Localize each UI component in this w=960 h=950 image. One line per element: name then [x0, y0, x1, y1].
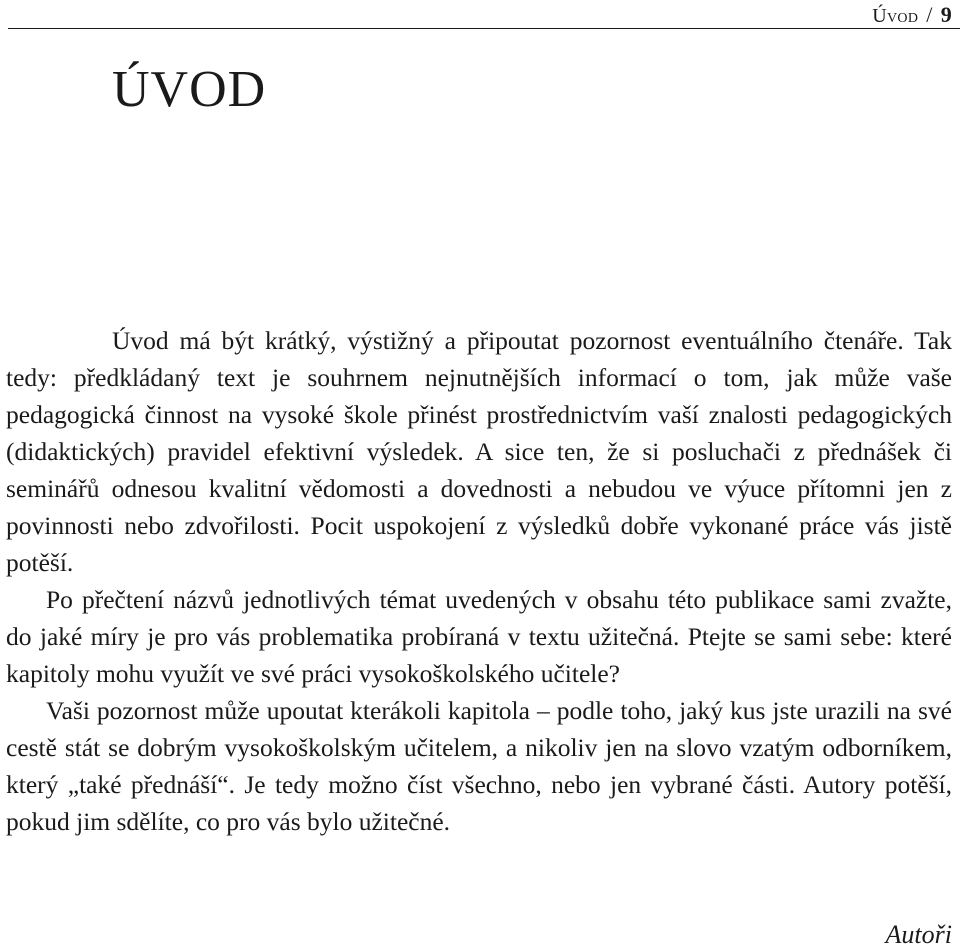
paragraph-2: Po přečtení názvů jednotlivých témat uvedených v obsahu této publikace sami zvažte, do jaké míry je pro vás problematika probíraná v textu užitečná. Ptejte se sami sebe: které kapitoly mohu využít ve své práci vysokoškolského učitele? — [6, 585, 952, 688]
running-head-section: Úvod — [872, 5, 919, 27]
chapter-title: ÚVOD — [112, 61, 267, 118]
signature: Autoři — [885, 920, 952, 949]
running-head — [872, 2, 952, 29]
page-number: 9 — [940, 2, 952, 27]
paragraph-3: Vaši pozornost může upoutat kterákoli kapitola – podle toho, jaký kus jste urazili na své cestě stát se dobrým vysokoškolským učitelem, a nikoliv jen na slovo vzatým odborníkem, který „také přednáší“. Je tedy možno číst všechno, nebo jen vybrané části. Autory potěší, pokud jim sdělíte, co pro vás bylo užitečné. — [6, 696, 952, 836]
header-rule — [8, 28, 960, 29]
body-text — [6, 322, 952, 840]
paragraph-1: Úvod má být krátký, výstižný a připoutat pozornost eventuálního čtenáře. Tak tedy: předkládaný text je souhrnem nejnutnějších informací o tom, jak může vaše pedagogická činnost na vysoké škole přinést prostřednictvím vaší znalosti pedagogických (didaktických) pravidel efektivní výsledek. A sice ten, že si posluchači z přednášek či seminářů odnesou kvalitní vědomosti a dovednosti a nebudou ve výuce přítomni jen z povinnosti nebo zdvořilosti. Pocit uspokojení z výsledků dobře vykonané práce vás jistě potěší. — [6, 326, 952, 577]
running-head-separator: / — [926, 2, 933, 27]
